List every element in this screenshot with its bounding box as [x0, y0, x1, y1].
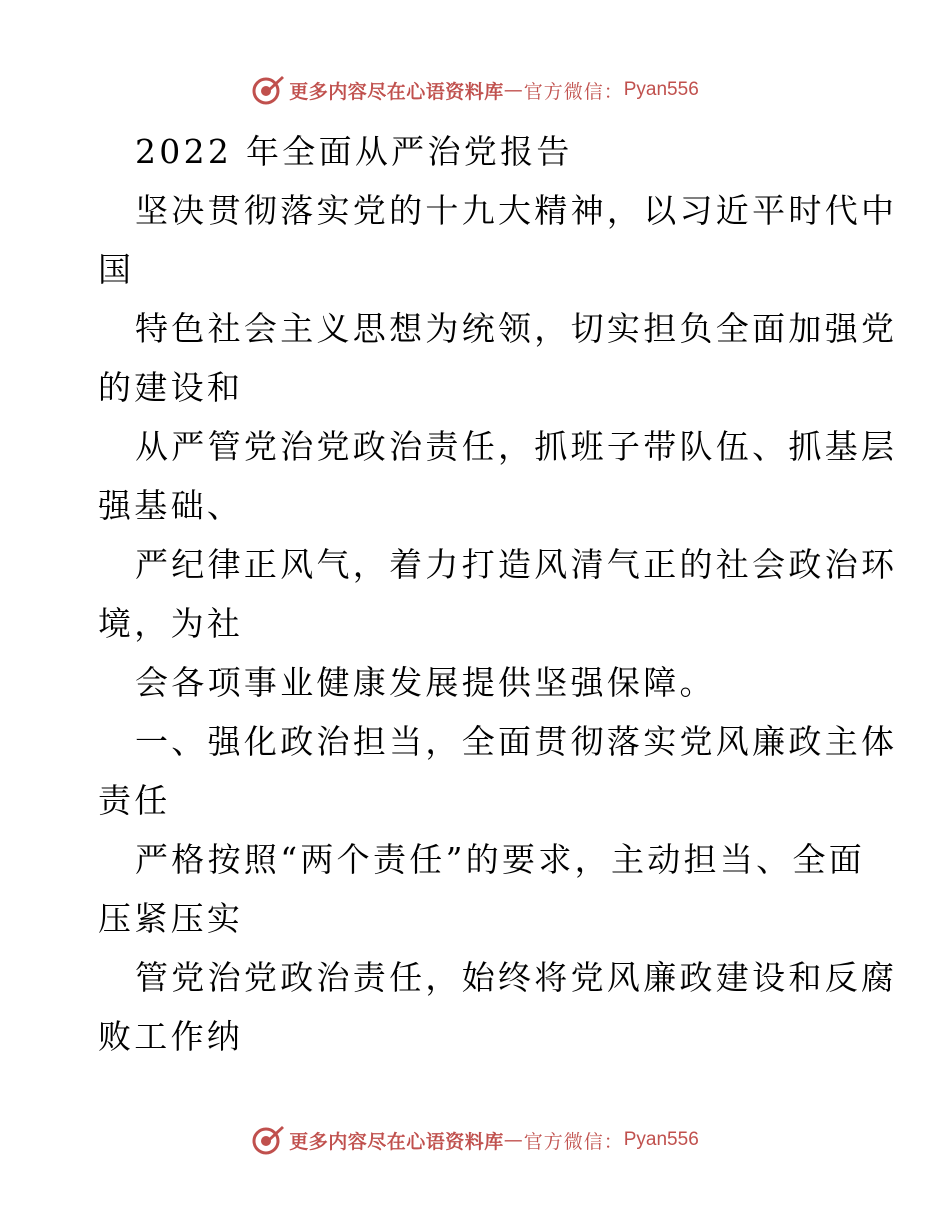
header-wechat-id: Pyan556: [623, 79, 699, 100]
header-banner: [0, 70, 950, 110]
text-line: 严纪律正风气，着力打造风清气正的社会政治环: [135, 545, 898, 584]
text-line: 败工作纳: [98, 1017, 244, 1056]
text-line: 从严管党治党政治责任，抓班子带队伍、抓基层: [135, 427, 898, 466]
text-line: 会各项事业健康发展提供坚强保障。: [135, 663, 716, 702]
footer-wechat-label: 官方微信：: [523, 1130, 624, 1153]
footer-site-text: 更多内容尽在心语资料库: [289, 1130, 504, 1153]
text-line: 严格按照“两个责任”的要求，主动担当、全面: [135, 840, 866, 879]
section-heading: 一、强化政治担当，全面贯彻落实党风廉政主体: [135, 722, 898, 761]
text-line: 特色社会主义思想为统领，切实担负全面加强党: [135, 309, 898, 348]
section-heading-continuation: 责任: [98, 781, 171, 820]
pen-logo-icon: [251, 73, 285, 107]
header-wechat-label: 官方微信：: [523, 80, 624, 103]
header-site-text: 更多内容尽在心语资料库: [289, 80, 504, 103]
text-line: 国: [98, 250, 135, 289]
text-line: 坚决贯彻落实党的十九大精神，以习近平时代中: [135, 191, 898, 230]
footer-banner: [0, 1120, 950, 1160]
pen-logo-icon: [251, 1123, 285, 1157]
text-line: 的建设和: [98, 368, 244, 407]
footer-dash: —: [503, 1129, 524, 1151]
text-line: 压紧压实: [98, 899, 244, 938]
document-body: [98, 122, 898, 1066]
text-line: 管党治党政治责任，始终将党风廉政建设和反腐: [135, 958, 898, 997]
text-line: 境，为社: [98, 604, 244, 643]
text-line: 强基础、: [98, 486, 244, 525]
header-dash: —: [503, 79, 524, 101]
document-title: 2022 年全面从严治党报告: [135, 132, 573, 171]
footer-wechat-id: Pyan556: [623, 1129, 699, 1150]
